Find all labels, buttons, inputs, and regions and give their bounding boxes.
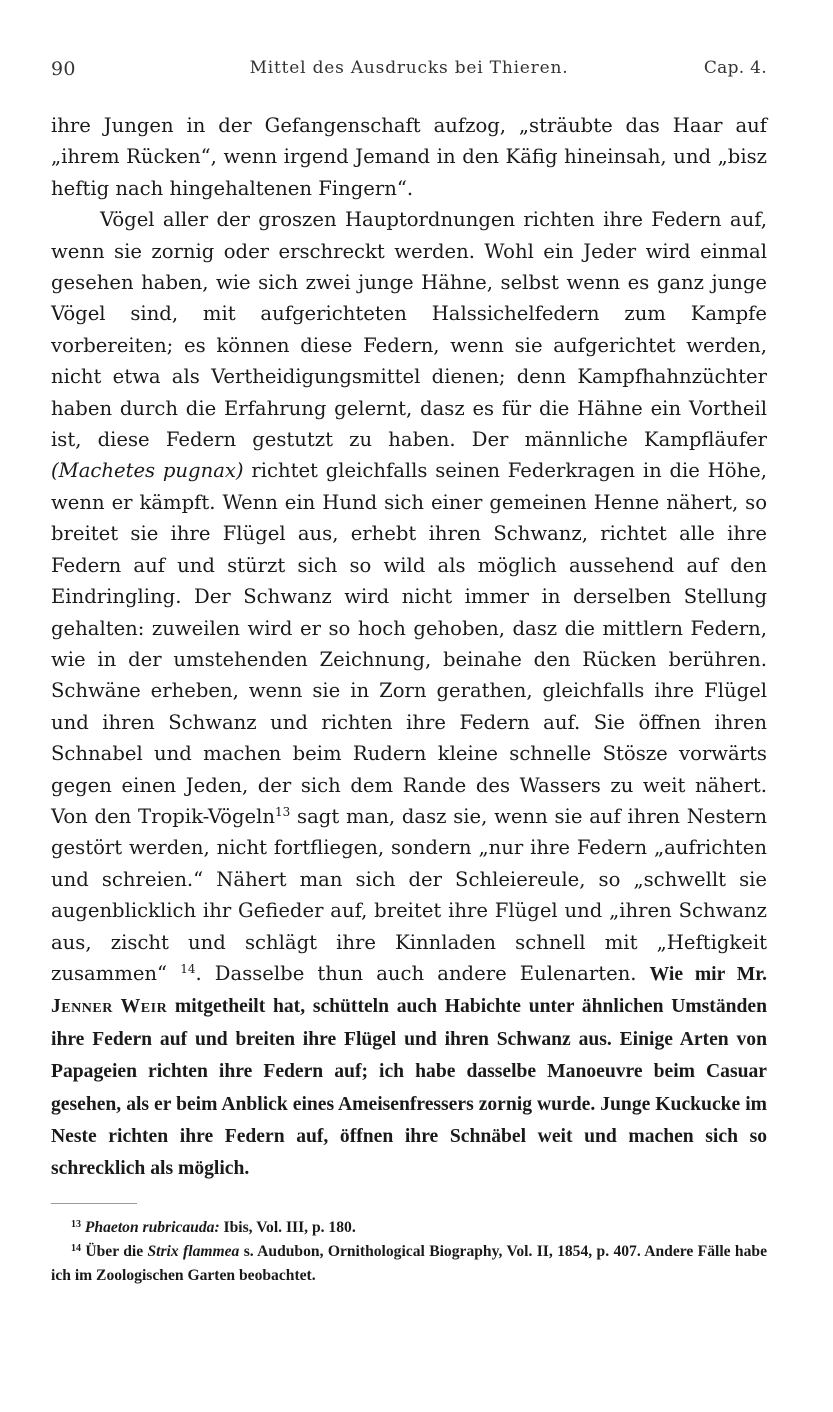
footnote-mark: 14	[71, 1242, 81, 1254]
text-segment: richtet gleichfalls seinen Federkragen in die Höhe, wenn er kämpft. Wenn ein Hund sich einer gemeinen Henne nähert, so breitet sie ihre Flügel aus, erhebt ihren Schwanz, richtet alle ihre Federn auf und stürzt sich so wild als möglich aussehend auf den Eindringling. Der Schwanz wird nicht immer in derselben Stellung gehalten: zuweilen wird er so hoch gehoben, dasz die mittlern Federn, wie in der umstehenden Zeichnung, beinahe den Rücken berühren. Schwäne erheben, wenn sie in Zorn gerathen, gleichfalls ihre Flügel und ihren Schwanz und richten ihre Federn auf. Sie öffnen ihren Schnabel und machen beim Rudern kleine schnelle Stösze vorwärts gegen einen Jeden, der sich dem Rande des Wassers zu weit nähert. Von den Tropik-Vögeln	[51, 459, 768, 828]
footnote-italic: Strix flammea	[147, 1242, 240, 1260]
footnote-ref-13[interactable]: 13	[275, 804, 291, 819]
text-segment: sagt man, dasz sie, wenn sie auf ihren Nestern gestört werden, nicht fortfliegen, sondern „nur ihre Federn „aufrichten und schreien.“ Nähert man sich der Schleiereule, so „schwellt sie augenblicklich ihr Gefieder auf, breitet ihre Flügel und „ihren Schwanz aus, zischt und schlägt ihre Kinnladen schnell mit „Heftigkeit zusammen“	[51, 804, 767, 985]
footnote-text: Über die	[81, 1242, 148, 1260]
footnote-divider	[51, 1203, 137, 1204]
text-segment-bold	[51, 961, 768, 1180]
chapter-label: Cap. 4.	[703, 58, 767, 78]
text-segment: Vögel aller der groszen Hauptordnungen richten ihre Federn auf, wenn sie zornig oder erschreckt werden. Wohl ein Jeder wird einmal gesehen haben, wie sich zwei junge Hähne, selbst wenn es ganz junge Vögel sind, mit aufgerichteten Halssichelfedern zum Kampfe vorbereiten; es können diese Federn, wenn sie aufgerichtet werden, nicht etwa als Vertheidigungsmittel dienen; denn Kampfhahnzüchter haben durch die Erfahrung gelernt, dasz es für die Hähne ein Vortheil ist, diese Federn gestutzt zu haben. Der männliche Kampfläufer	[51, 208, 767, 452]
text-segment: . Dasselbe thun auch andere Eulenarten.	[195, 961, 637, 985]
footnotes	[51, 1216, 767, 1288]
page-number: 90	[51, 58, 76, 80]
footnote-14	[51, 1240, 767, 1288]
body-text	[51, 110, 767, 1185]
running-title: Mittel des Ausdrucks bei Thieren.	[249, 58, 569, 78]
footnote-mark: 13	[71, 1218, 81, 1230]
running-header	[51, 58, 767, 88]
footnote-text: s. Audubon, Ornithological Biography, Vol. II, 1854, p. 407. Andere Fälle habe ich im Zoologischen Garten beobachtet.	[51, 1242, 767, 1284]
text-segment: Wie mir Mr.	[649, 963, 767, 985]
paragraph-birds	[51, 204, 767, 1185]
species-name-italic: (Machetes pugnax)	[51, 459, 244, 483]
paragraph-continued: ihre Jungen in der Gefangenschaft aufzog, „sträubte das Haar auf „ihrem Rücken“, wenn irgend Jemand in den Käfig hineinsah, und „bisz heftig nach hingehaltenen Fingern“.	[51, 114, 767, 200]
page	[51, 58, 767, 1288]
footnote-13	[51, 1216, 767, 1240]
footnote-ref-14[interactable]: 14	[180, 961, 196, 976]
footnote-italic: Phaeton rubricauda:	[84, 1218, 220, 1236]
text-segment: mitgetheilt hat, schütteln auch Habichte unter ähnlichen Umständen ihre Federn auf und breiten ihre Flügel und ihren Schwanz aus. Einige Arten von Papageien richten ihre Federn auf; ich habe dasselbe Manoeuvre beim Casuar gesehen, als er beim Anblick eines Ameisenfressers zornig wurde. Junge Kuckucke im Neste richten ihre Federn auf, öffnen ihre Schnäbel weit und machen sich so schrecklich als möglich.	[51, 996, 768, 1180]
person-name: Jenner Weir	[51, 996, 168, 1018]
footnote-text: Ibis, Vol. III, p. 180.	[219, 1218, 356, 1236]
